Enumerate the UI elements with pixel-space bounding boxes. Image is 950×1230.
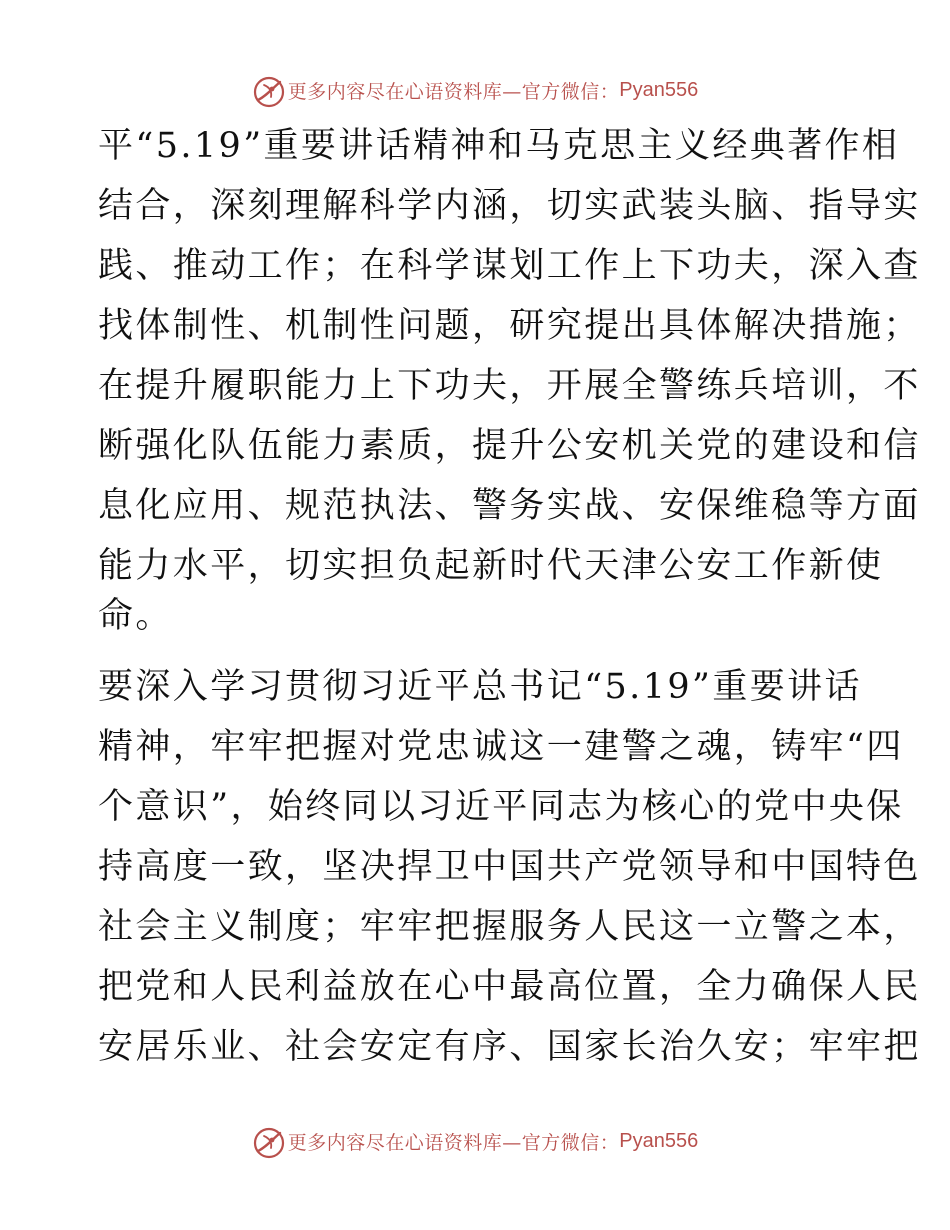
body-text-line: 息化应用、规范执法、警务实战、安保维稳等方面 (98, 486, 921, 526)
body-text-line: 社会主义制度；牢牢把握服务人民这一立警之本， (98, 907, 921, 947)
body-text-line: 安居乐业、社会安定有序、国家长治久安；牢牢把 (98, 1027, 921, 1067)
body-text-line: 断强化队伍能力素质，提升公安机关党的建设和信 (98, 426, 921, 466)
pen-nib-logo-icon (252, 1126, 286, 1160)
body-text-line: 精神，牢牢把握对党忠诚这一建警之魂，铸牢“四 (98, 727, 904, 767)
body-text-line: 在提升履职能力上下功夫，开展全警练兵培训，不 (98, 366, 921, 406)
header-wechat-id: Pyan556 (619, 78, 699, 101)
body-text-line: 找体制性、机制性问题，研究提出具体解决措施； (98, 306, 921, 346)
header-watermark-text: 更多内容尽在心语资料库—官方微信： (287, 80, 620, 103)
pen-nib-logo-icon (252, 75, 286, 109)
body-text-line: 能力水平，切实担负起新时代天津公安工作新使 (98, 546, 884, 586)
body-text-line: 把党和人民利益放在心中最高位置，全力确保人民 (98, 967, 921, 1007)
footer-watermark-banner (0, 1121, 950, 1161)
body-text-line: 平“5.19”重要讲话精神和马克思主义经典著作相 (98, 126, 900, 166)
body-text-line: 个意识”，始终同以习近平同志为核心的党中央保 (98, 787, 904, 827)
footer-wechat-id: Pyan556 (619, 1129, 699, 1152)
footer-watermark-text: 更多内容尽在心语资料库—官方微信： (287, 1131, 620, 1154)
body-text-line: 持高度一致，坚决捍卫中国共产党领导和中国特色 (98, 847, 921, 887)
body-text-line: 要深入学习贯彻习近平总书记“5.19”重要讲话 (98, 667, 862, 707)
body-text-line: 结合，深刻理解科学内涵，切实武装头脑、指导实 (98, 186, 921, 226)
body-text-line: 践、推动工作；在科学谋划工作上下功夫，深入查 (98, 246, 921, 286)
header-watermark-banner (0, 70, 950, 110)
body-text-line: 命。 (98, 596, 173, 636)
